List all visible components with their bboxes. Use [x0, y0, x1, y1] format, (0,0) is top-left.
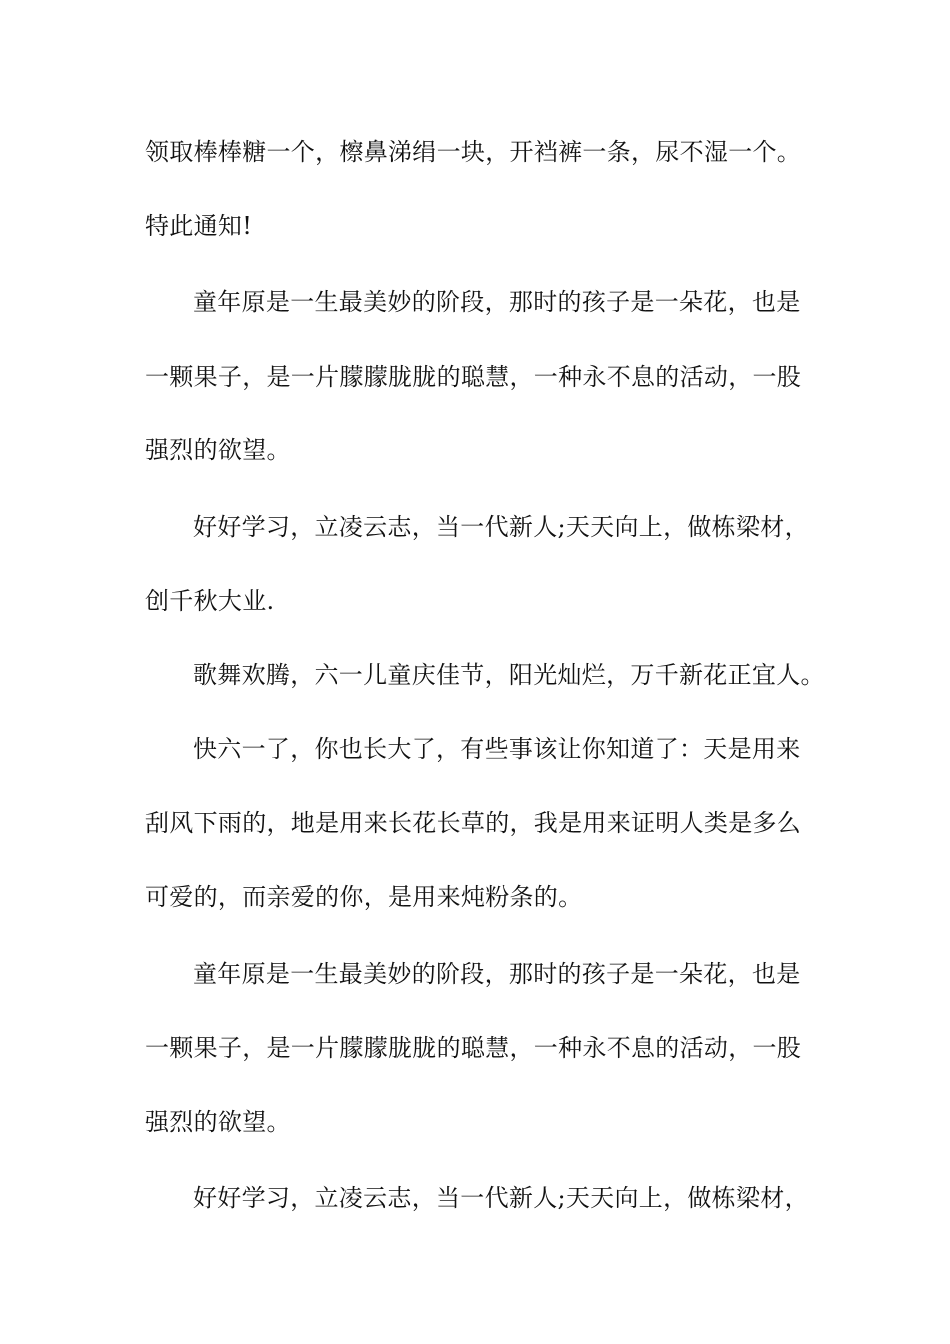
text-line: 一颗果子，是一片朦朦胧胧的聪慧，一种永不息的活动，一股	[145, 1034, 802, 1062]
text-line: 刮风下雨的，地是用来长花长草的，我是用来证明人类是多么	[145, 809, 802, 837]
text-line: 强烈的欲望。	[145, 1108, 291, 1136]
text-line: 可爱的，而亲爱的你，是用来炖粉条的。	[145, 883, 583, 911]
text-line: 一颗果子，是一片朦朦胧胧的聪慧，一种永不息的活动，一股	[145, 363, 802, 391]
text-line: 创千秋大业.	[145, 587, 275, 615]
paragraph-first-line: 童年原是一生最美妙的阶段，那时的孩子是一朵花，也是	[193, 960, 801, 988]
paragraph-first-line: 歌舞欢腾，六一儿童庆佳节，阳光灿烂，万千新花正宜人。	[193, 661, 825, 689]
paragraph-first-line: 快六一了，你也长大了，有些事该让你知道了：天是用来	[193, 735, 801, 763]
text-line: 强烈的欲望。	[145, 436, 291, 464]
paragraph-first-line: 好好学习，立凌云志，当一代新人;天天向上，做栋梁材，	[193, 1184, 809, 1212]
text-line: 特此通知!	[145, 212, 253, 240]
text-line: 领取棒棒糖一个，檫鼻涕绢一块，开裆裤一条，尿不湿一个。	[145, 138, 802, 166]
paragraph-first-line: 童年原是一生最美妙的阶段，那时的孩子是一朵花，也是	[193, 288, 801, 316]
paragraph-first-line: 好好学习，立凌云志，当一代新人;天天向上，做栋梁材，	[193, 513, 809, 541]
